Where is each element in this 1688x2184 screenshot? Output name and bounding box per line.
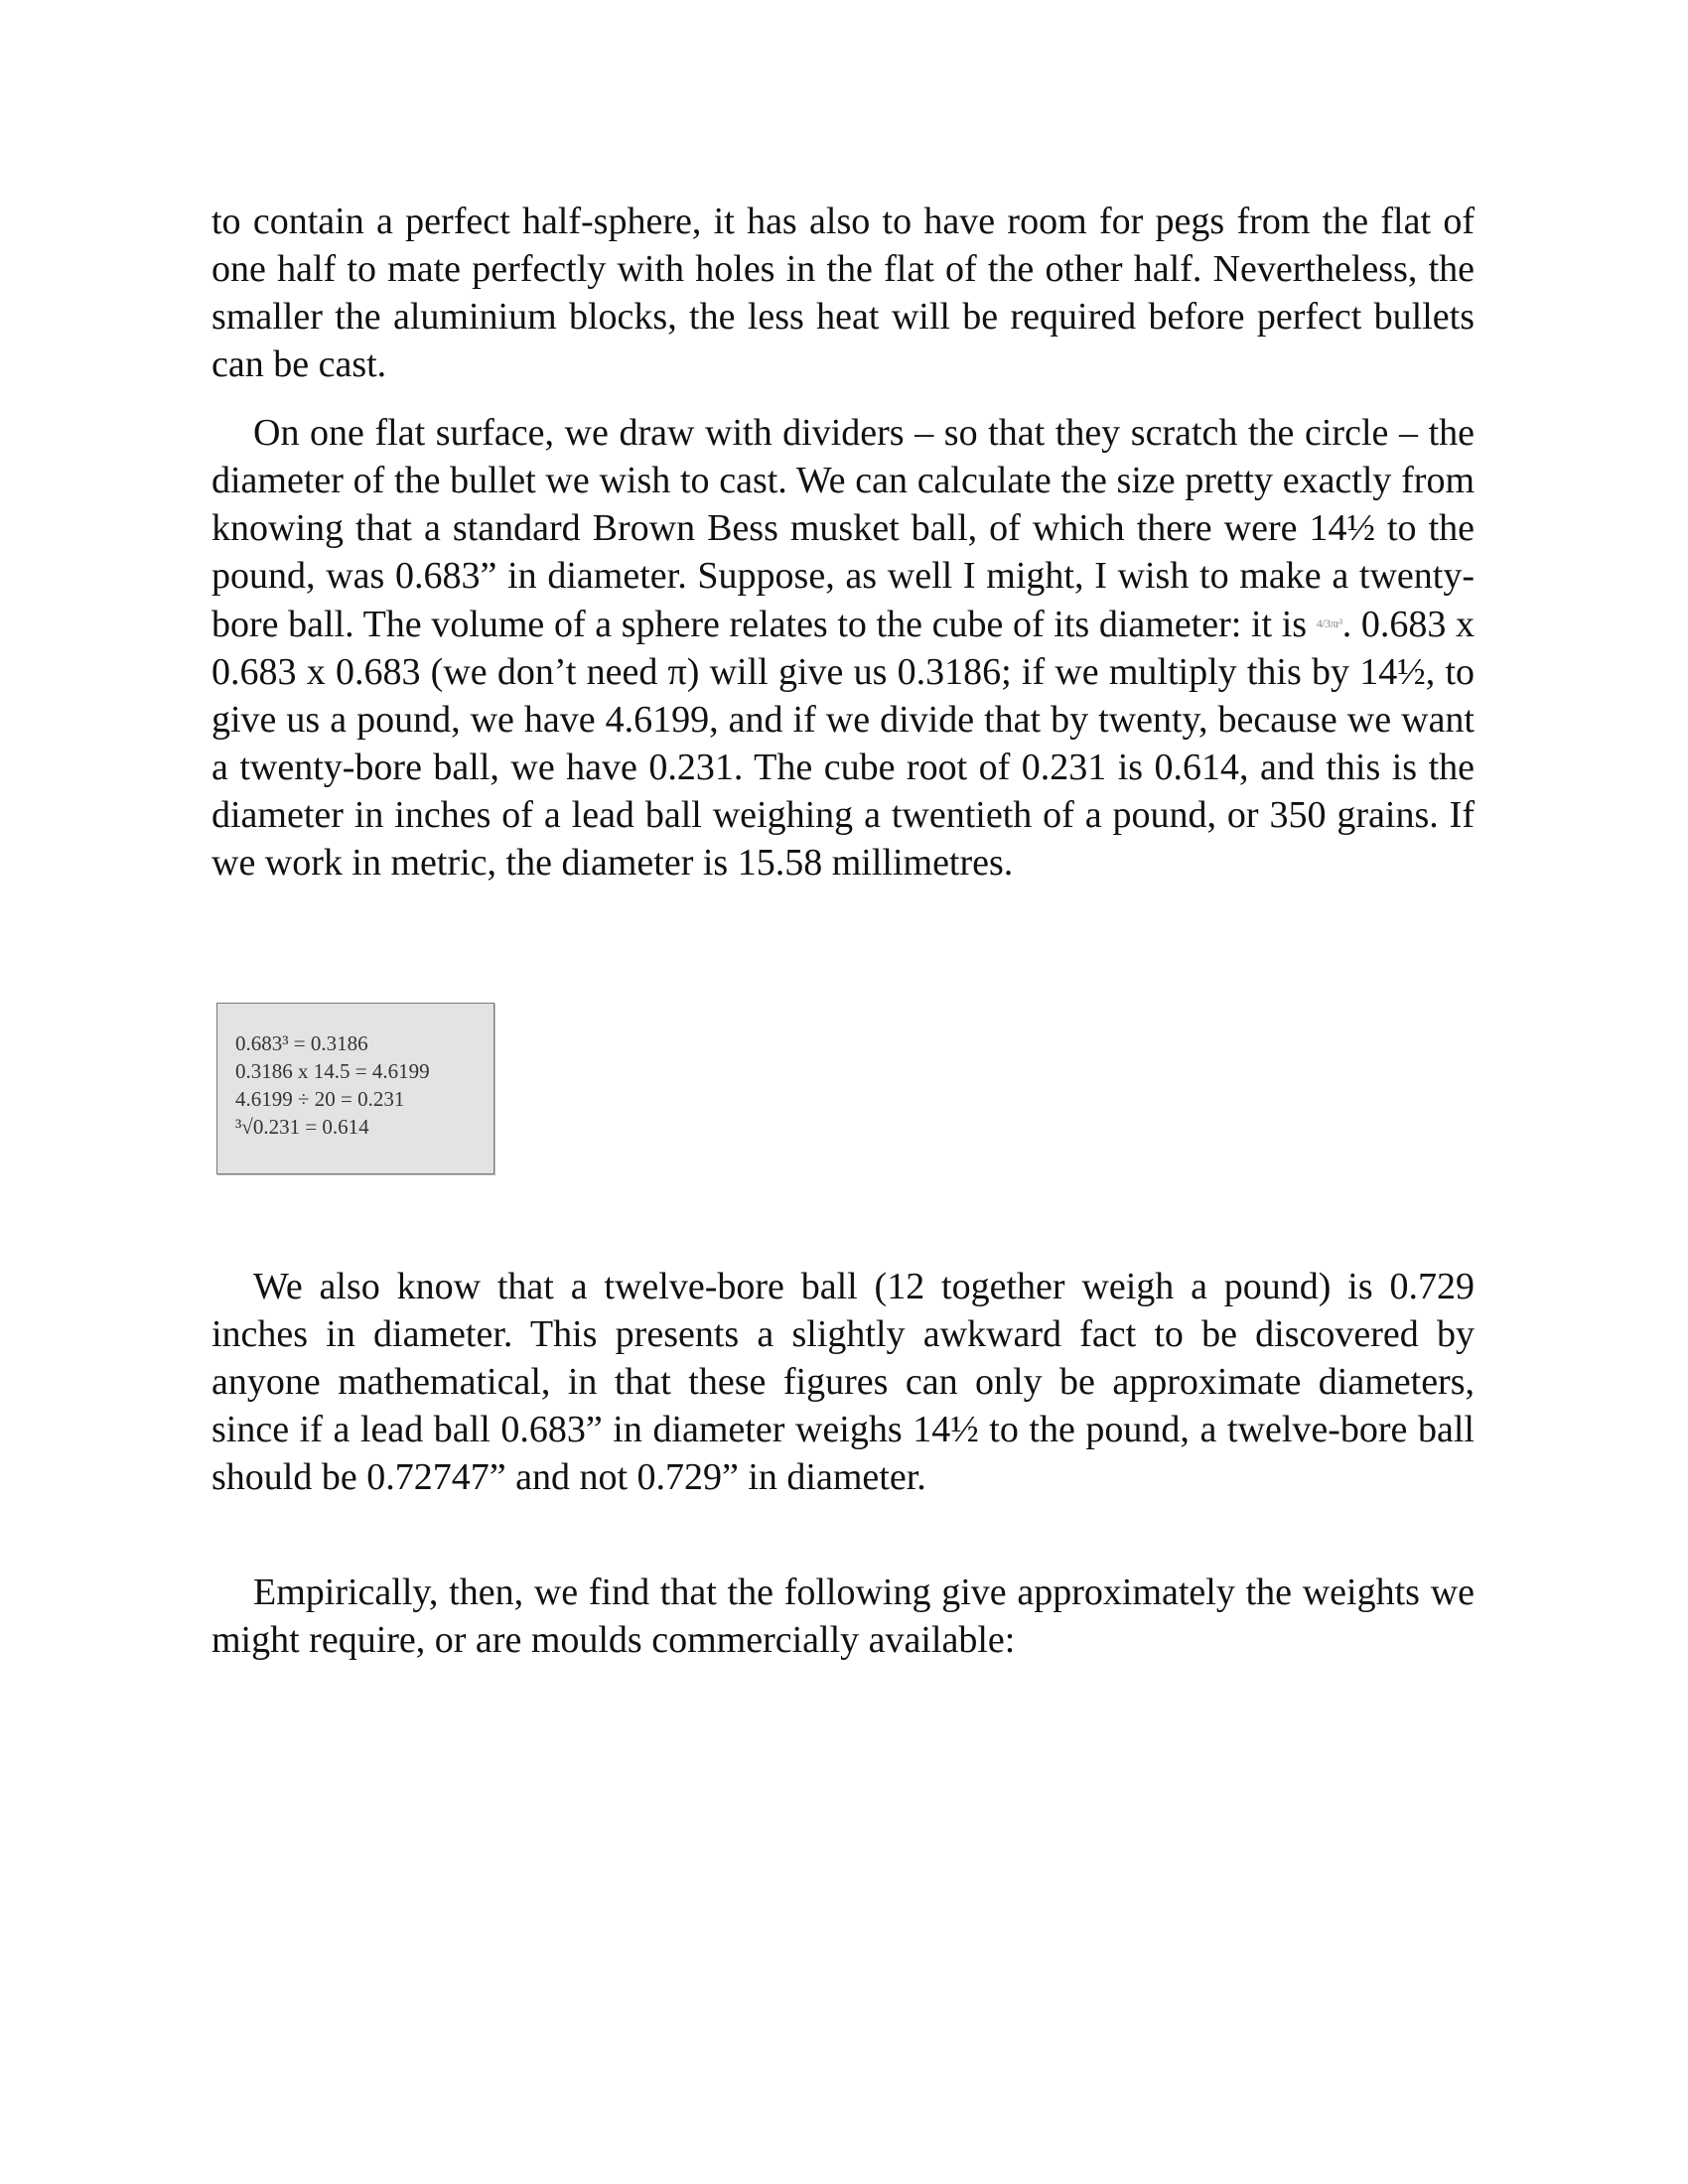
calculation-line-cube-root: ³√0.231 = 0.614: [235, 1115, 369, 1139]
calculation-line-divide: 4.6199 ÷ 20 = 0.231: [235, 1087, 405, 1111]
calculation-lines: [235, 1029, 430, 1141]
calculation-box: [216, 1003, 494, 1174]
paragraph-twelve-bore: We also know that a twelve-bore ball (12 together weigh a pound) is 0.729 inches in diameter. This presents a slightly awkward fact to be discovered by anyone mathematical, in that these figures can only be approximate diameters, since if a lead ball 0.683” in diameter weighs 14½ to the pound, a twelve-bore ball should be 0.72747” and not 0.729” in diameter.: [211, 1266, 1475, 1498]
calculation-line-cube: 0.683³ = 0.3186: [235, 1031, 368, 1055]
paragraph-mould-pegs: to contain a perfect half-sphere, it has also to have room for pegs from the flat of one half to mate perfectly with holes in the flat of the other half. Nevertheless, the smaller the aluminium blocks, the less heat will be required before perfect bullets can be cast.: [211, 201, 1475, 385]
paragraph-bullet-diameter-calculation: [211, 409, 1475, 887]
paragraph-text-before-formula: On one flat surface, we draw with dividers – so that they scratch the circle – the diameter of the bullet we wish to cast. We can calculate the size pretty exactly from knowing that a standard Brown Bess musket ball, of which there were 14½ to the pound, was 0.683” in diameter. Suppose, as well I might, I wish to make a twenty-bore ball. The volume of a sphere relates to the cube of its diameter: it is: [211, 412, 1475, 645]
paragraph-text-after-formula: . 0.683 x 0.683 x 0.683 (we don’t need π) will give us 0.3186; if we multiply this by 14½, to give us a pound, we have 4.6199, and if we divide that by twenty, because we want a twenty-bore ball, we have 0.231. The cube root of 0.231 is 0.614, and this is the diameter in inches of a lead ball weighing a twentieth of a pound, or 350 grains. If we work in metric, the diameter is 15.58 millimetres.: [211, 604, 1476, 884]
paragraph-empirical-weights: Empirically, then, we find that the following give approximately the weights we might require, or are moulds commercially available:: [211, 1571, 1475, 1661]
sphere-volume-formula: 4/3πr³: [1316, 616, 1342, 630]
calculation-line-multiply: 0.3186 x 14.5 = 4.6199: [235, 1059, 430, 1083]
